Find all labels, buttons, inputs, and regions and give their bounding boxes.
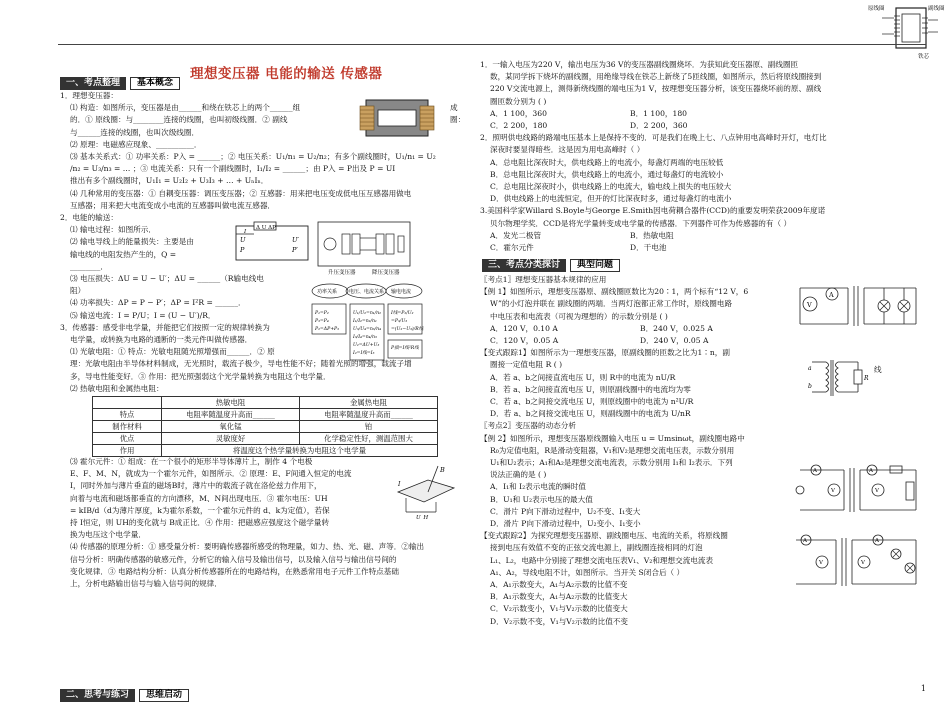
- section-header-3: 三、考点分类探讨 典型问题: [482, 259, 620, 272]
- text-line: U₁和U₂表示；A₁和A₂是理想交流电流表，示数分别用 I₁和 I₂表示．下列: [490, 458, 733, 468]
- text-line: 深夜时要显得暗些．这是因为用电高峰时（ ）: [490, 145, 645, 155]
- svg-text:I₂=I线=I₃: I₂=I线=I₃: [353, 351, 375, 356]
- svg-text:降压变压器: 降压变压器: [372, 270, 400, 276]
- text-line: B．A₁示数变大，A₁与A₂示数的比值变大: [490, 592, 628, 602]
- text-line: 持 I恒定，则 UH的变化就与 B成正比．④ 作用：把磁感应强度这个磁学量转: [70, 518, 330, 528]
- text-line: B．若 a、b之间接直流电压 U，则原副线圈中的电流均为零: [490, 384, 691, 394]
- text-line: 接到电压有效值不变的正弦交流电源上，副线圈连接相同的灯泡: [490, 543, 703, 553]
- svg-text:I: I: [244, 229, 247, 235]
- text-line: 中电压表和电流表（可视为理想的）的示数分别是 ( ): [490, 311, 668, 321]
- text-line: 圈：: [450, 115, 466, 124]
- svg-text:P₃=P₄: P₃=P₄: [315, 319, 329, 324]
- svg-text:I: I: [398, 481, 401, 488]
- text-line: B．U₁和 U₂表示电压的最大值: [490, 494, 593, 504]
- text-line: 的．① 原线圈：与________连接的线圈，也叫初级线圈．② 副线: [70, 115, 288, 125]
- text-line: 220 V交流电源上，测得新绕线圈的端电压为1 V，按理想变压器分析，该变压器烧坏前的原、副线: [490, 84, 822, 94]
- text-line: A．I₁和 I₂表示电流的瞬时值: [490, 482, 586, 492]
- svg-text:A: A: [813, 468, 817, 474]
- svg-text:B: B: [440, 466, 445, 474]
- text-line: 信号分析：明确传感器的敏感元件，分析它的输入信号及输出信号，以及输入信号与输出信号间的: [70, 554, 397, 564]
- text-line: 2．电能的输送：: [60, 213, 118, 223]
- text-line: 换为电压这个电学量．: [70, 530, 146, 540]
- svg-text:升压变压器: 升压变压器: [328, 270, 356, 276]
- section-header-1: 一、考点整理 基本概念: [60, 77, 180, 90]
- svg-text:副线圈: 副线圈: [928, 6, 945, 12]
- text-line: ⑵ 输电导线上的能量损失：主要是由: [70, 237, 194, 247]
- text-line: ⑴ 光敏电阻：① 特点：光敏电阻随光照增强而______．② 原: [70, 347, 275, 357]
- text-line: C．滑片 P向下滑动过程中，U₂不变、I₁变大: [490, 506, 641, 516]
- hall-element-figure: [392, 462, 458, 520]
- text-line: A．120 V，0.10 A B．240 V，0.025 A: [490, 323, 713, 333]
- text-line: A₁、A₂，导线电阻不计，如图所示．当开关 S闭合后（ ）: [490, 567, 685, 577]
- text-line: 【例 2】如图所示，理想变压器原线圈输入电压 u = Umsinωt，副线圈电路中: [480, 433, 745, 443]
- text-line: 电学量，或转换为电路的通断的一类元件叫做传感器．: [70, 335, 253, 345]
- text-line: 数，某同学拆下烧坏的副线圈，用绝缘导线在铁芯上新绕了5匝线圈，如图所示，然后将原线圈接到: [490, 72, 822, 82]
- text-line: 输电线的电阻发热产生的，Q =: [70, 249, 177, 259]
- table-row: 作用 将温度这个热学量转换为电阻这个电学量: [93, 445, 438, 457]
- text-line: A．A₁示数变大，A₁与A₂示数的比值不变: [490, 580, 628, 590]
- svg-text:P′: P′: [292, 246, 298, 254]
- table-row: 制作材料 氧化锰 铂: [93, 421, 438, 433]
- svg-text:V: V: [831, 488, 835, 494]
- text-line: 成: [450, 103, 458, 112]
- svg-text:b: b: [808, 383, 812, 390]
- thermistor-table: [92, 396, 438, 457]
- text-line: 圈匝数分别为 ( ): [490, 96, 547, 106]
- svg-text:铁芯: 铁芯: [918, 54, 930, 60]
- text-line: 理：光敏电阻由半导体材料制成，无光照时，载流子极少，导电性能不好；随着光照的增强，载流子增: [70, 359, 412, 369]
- text-line: ________．: [70, 261, 108, 271]
- text-line: 线: [874, 365, 882, 374]
- text-line: C．2 200，180 D．2 200，360: [490, 121, 688, 131]
- text-line: 【变式跟踪1】如图所示为一理想变压器，原副线圈的匝数之比为1∶n，副: [480, 348, 730, 358]
- grid-transformer-figure: [316, 218, 412, 278]
- right-column: [480, 59, 920, 254]
- text-line: ⑴ 输电过程：如图所示．: [70, 225, 156, 235]
- variant2-circuit-figure: [792, 534, 922, 590]
- text-line: R₀为定值电阻，R是滑动变阻器，V₁和V₂是理想交流电压表，示数分别用: [490, 445, 735, 455]
- relations-figure: [310, 282, 424, 368]
- svg-text:Δ U ΔP: Δ U ΔP: [256, 225, 276, 231]
- header-rule: [58, 44, 926, 45]
- svg-text:R: R: [864, 375, 869, 382]
- svg-text:U_H: U_H: [416, 515, 429, 520]
- section-header-2: 二、思考与练习 思维启动: [60, 689, 189, 702]
- table-row: 特点 电阻率随温度升高而______ 电阻率随温度升高而______: [93, 409, 438, 421]
- svg-text:I₃/I₄=n₄/n₃: I₃/I₄=n₄/n₃: [353, 335, 377, 340]
- text-line: ⑷ 功率损失：ΔP = P − P′；ΔP = I²R = ______．: [70, 298, 246, 308]
- svg-text:U₂=ΔU+U₃: U₂=ΔU+U₃: [353, 343, 380, 348]
- text-line: ⑷ 传感器的原理分析：① 感受量分析：要明确传感器所感受的物理量，如力、热、光、磁、声等．②输出: [70, 542, 425, 552]
- svg-text:P₁=P₂: P₁=P₂: [315, 311, 329, 316]
- text-line: A．发光二极管 B．热敏电阻: [490, 230, 674, 240]
- text-line: ⑶ 霍尔元件：① 组成：在一个很小的矩形半导体薄片上，制作 4 个电极: [70, 457, 313, 466]
- text-line: A．总电阻比深夜时大，供电线路上的电流小，每盏灯两端的电压较低: [490, 157, 724, 167]
- svg-text:U₁/U₂=n₁/n₂: U₁/U₂=n₁/n₂: [353, 311, 381, 316]
- text-line: 说法正确的是 ( ): [490, 470, 547, 480]
- text-line: 向着与电流和磁场都垂直的方向漂移，M、N间出现电压．③ 霍尔电压：UH: [70, 493, 328, 503]
- text-line: 3．传感器：感受非电学量，并能把它们按照一定的规律转换为: [60, 322, 270, 332]
- variant1-transformer-figure: [808, 356, 870, 400]
- text-line: 【变式跟踪2】为探究理想变压器原、副线圈电压、电流的关系，将原线圈: [480, 531, 728, 541]
- text-line: E、F、M、N，就成为一个霍尔元件，如图所示．② 原理：E、F间通入恒定的电流: [70, 469, 352, 479]
- page-number: 1: [920, 684, 926, 693]
- svg-text:V: V: [861, 560, 865, 566]
- text-line: ⑵ 热敏电阻和金属热电阻：: [70, 383, 164, 393]
- text-line: ⑸ 输送电流：I = P/U；I = (U − U′)/R．: [70, 310, 216, 320]
- text-line: 3.美国科学家Willard S.Boyle与George E.Smith因电荷耦合器件(CCD)的重要发明荣获2009年度诺: [480, 206, 826, 216]
- table-header-row: 热敏电阻 金属热电阻: [93, 397, 438, 409]
- text-line: 互感器；用来把大电流变成小电流的互感器叫做电流互感器．: [70, 200, 276, 210]
- example1-circuit-figure: [796, 282, 920, 332]
- text-line: 变化规律．③ 电路结构分析：认真分析传感器所在的电路结构，在熟悉常用电子元件工作特点基础: [70, 566, 399, 576]
- text-line: D．滑片 P向下滑动过程中，U₂变小、I₁变小: [490, 519, 641, 529]
- svg-text:P: P: [240, 246, 245, 254]
- svg-text:I线=P₂/U₂: I线=P₂/U₂: [391, 311, 414, 316]
- svg-text:原线圈: 原线圈: [868, 6, 885, 12]
- svg-text:U′: U′: [292, 236, 299, 244]
- page-title: 理想变压器 电能的输送 传感器: [190, 66, 383, 82]
- svg-text:V: V: [875, 488, 879, 494]
- example2-circuit-figure: [794, 462, 922, 518]
- text-line: 1．理想变压器：: [60, 91, 118, 100]
- transformer-diagram-icon: [868, 2, 948, 62]
- text-line: ⑵ 原理：电磁感应现象、__________．: [70, 139, 202, 149]
- text-line: C．霍尔元件 D．干电池: [490, 243, 667, 253]
- text-line: 1．一输入电压为220 V，输出电压为36 V的变压器副线圈烧坏．为获知此变压器原、副线圈匝: [480, 60, 799, 69]
- svg-text:A: A: [869, 468, 873, 474]
- text-line: C．若 a、b之间接交流电压 U，则原线圈中的电流为 n²U/R: [490, 397, 694, 407]
- text-line: ⑴ 构造：如图所示，变压器是由______和绕在铁芯上的两个______组: [70, 103, 301, 113]
- text-line: L₁、L₂，电路中分别接了理想交流电压表V₁、V₂和理想交流电流表: [490, 555, 714, 565]
- svg-text:功率关系: 功率关系: [317, 289, 338, 295]
- svg-text:A: A: [875, 538, 879, 544]
- text-line: 阻）: [70, 286, 86, 296]
- text-line: = kIB/d（d为薄片厚度，k为霍尔系数，一个霍尔元件的 d、k为定值），若保: [70, 505, 330, 515]
- text-line: A．1 100，360 B．1 100，180: [490, 108, 688, 118]
- svg-text:电压、电流关系: 电压、电流关系: [349, 289, 385, 295]
- text-line: 〖考点1〗理想变压器基本规律的应用: [480, 275, 607, 284]
- svg-text:P损=I线²R线: P损=I线²R线: [391, 346, 419, 351]
- text-line: ⑷ 几种常用的变压器：① 自耦变压器：调压变压器；② 互感器：用来把电压变成低电压互感器用做电: [70, 188, 412, 198]
- svg-text:A: A: [829, 291, 834, 299]
- text-line: 〖考点2〗变压器的动态分析: [480, 421, 576, 431]
- svg-text:=P₃/U₃: =P₃/U₃: [391, 319, 408, 324]
- svg-text:P₂=ΔP+P₃: P₂=ΔP+P₃: [315, 327, 339, 332]
- text-line: 2．照明供电线路的路端电压基本上是保持不变的．可是我们在晚上七、八点钟用电高峰时开灯，电灯比: [480, 133, 827, 143]
- text-line: ⑶ 基本关系式：① 功率关系：P入 = ______；② 电压关系：U₁/n₁ = U₂/n₂；有多个副线圈时，U₁/n₁ = U₂: [70, 152, 436, 162]
- table-row: 优点 灵敏度好 化学稳定性好，测温范围大: [93, 433, 438, 445]
- svg-text:输电电流: 输电电流: [391, 289, 412, 295]
- svg-text:U: U: [240, 236, 246, 244]
- svg-text:=(U₂−U₃)/R线: =(U₂−U₃)/R线: [391, 327, 424, 332]
- text-line: W”的小灯泡并联在 副线圈的两端．当两灯泡都正常工作时，原线圈电路: [490, 299, 733, 309]
- svg-text:U₃/U₄=n₃/n₄: U₃/U₄=n₃/n₄: [353, 327, 381, 332]
- text-line: 上，分析电路输出信号与输入信号间的规律．: [70, 579, 222, 589]
- text-line: 多，导电性能变好．③ 作用：把光照强弱这个光学量转换为电阻这个电学量．: [70, 371, 331, 381]
- text-line: I，同时外加与薄片垂直的磁场B时，薄片中的载流子就在洛伦兹力作用下，: [70, 481, 322, 491]
- text-line: ⑶ 电压损失：ΔU = U − U′；ΔU = ______（R输电线电: [70, 274, 264, 284]
- svg-text:V: V: [807, 301, 812, 309]
- text-line: C．V₂示数变小，V₁与V₂示数的比值变大: [490, 604, 628, 614]
- text-line: 贝尔物理学奖．CCD是将光学量转变成电学量的传感器．下列器件可作为传感器的有（ ）: [490, 218, 792, 228]
- text-line: 推出有多个副线圈时，U₁I₁ = U₂I₂ + U₃I₃ + … + UₙIₙ．: [70, 176, 269, 186]
- transformer-figure: [352, 96, 444, 144]
- svg-text:I₁/I₂=n₂/n₁: I₁/I₂=n₂/n₁: [353, 319, 377, 324]
- text-line: B．总电阻比深夜时大，供电线路上的电流小，通过每盏灯的电流较小: [490, 169, 724, 179]
- power-transmission-figure: [232, 220, 312, 266]
- text-line: 【例 1】如图所示，理想变压器原、副线圈匝数比为20∶1，两个标有“12 V，6: [480, 287, 749, 297]
- text-line: 圈接一定值电阻 R ( ): [490, 360, 563, 370]
- svg-text:A: A: [803, 538, 807, 544]
- text-line: 与______连接的线圈，也叫次级线圈．: [70, 127, 200, 137]
- text-line: /n₂ = U₃/n₃ = … ；③ 电流关系：只有一个副线圈时，I₁/I₂ = ______；由 P入 = P出及 P = UI: [70, 164, 396, 174]
- text-line: D．供电线路上的电流恒定，但开的灯比深夜时多，通过每盏灯的电流小: [490, 194, 732, 204]
- text-line: D．若 a、b之间接交流电压 U，则副线圈中的电流为 U/nR: [490, 409, 691, 419]
- svg-text:V: V: [819, 560, 823, 566]
- text-line: A．若 a、b之间接直流电压 U，则 R中的电流为 nU/R: [490, 372, 676, 382]
- text-line: D．V₂示数不变，V₁与V₂示数的比值不变: [490, 616, 628, 626]
- text-line: C．总电阻比深夜时小，供电线路上的电流大，输电线上损失的电压较大: [490, 182, 732, 192]
- svg-text:a: a: [808, 365, 812, 372]
- text-line: C．120 V，0.05 A D．240 V，0.05 A: [490, 336, 709, 346]
